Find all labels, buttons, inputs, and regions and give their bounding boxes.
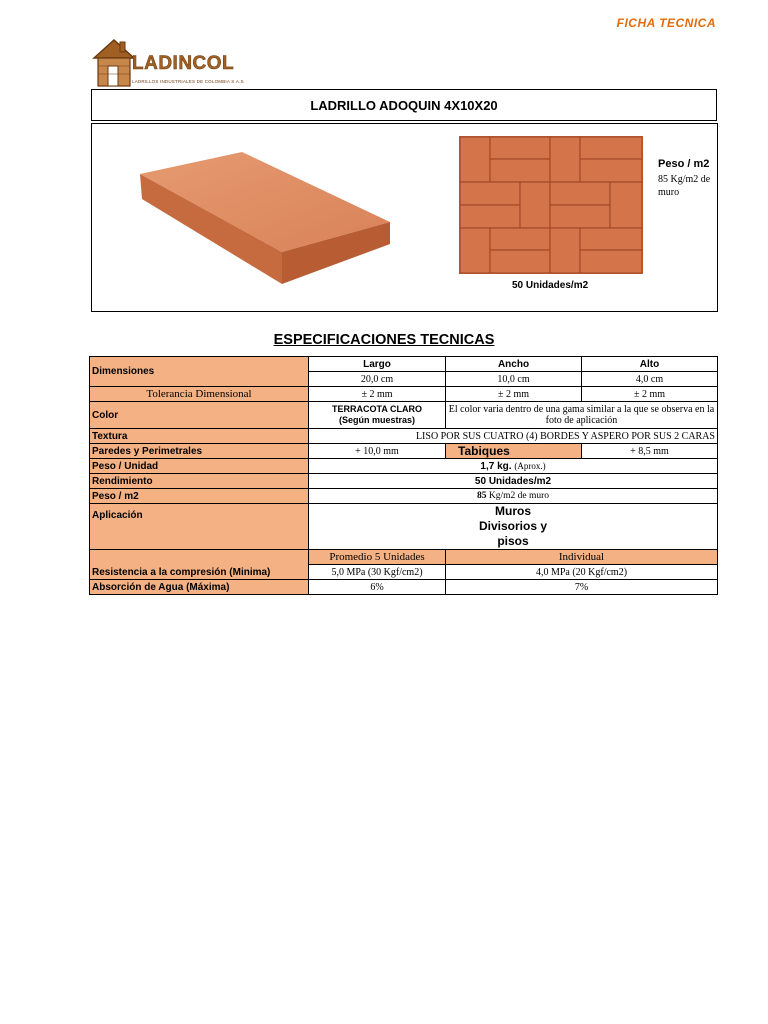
ficha-tecnica-label: FICHA TECNICA bbox=[616, 16, 716, 30]
table-row bbox=[90, 489, 718, 504]
tol-largo: ± 2 mm bbox=[309, 387, 446, 402]
table-row bbox=[90, 402, 718, 429]
table-row bbox=[90, 580, 718, 595]
rendimiento-value: 50 Unidades/m2 bbox=[309, 474, 718, 489]
peso-unidad-label: Peso / Unidad bbox=[90, 459, 309, 474]
peso-unidad-note: (Aprox.) bbox=[514, 460, 546, 471]
color-description: El color varia dentro de una gama similar a la que se observa en la foto de aplicación bbox=[446, 402, 718, 429]
product-image-panel bbox=[91, 123, 718, 312]
color-label: Color bbox=[90, 402, 309, 429]
peso-m2-title: Peso / m2 bbox=[658, 158, 710, 170]
absorcion-promedio: 6% bbox=[309, 580, 446, 595]
house-logo-icon bbox=[92, 36, 136, 88]
paredes-label: Paredes y Perimetrales bbox=[90, 444, 309, 459]
resistencia-individual: 4,0 MPa (20 Kgf/cm2) bbox=[446, 565, 718, 580]
table-row bbox=[90, 387, 718, 402]
resistencia-promedio: 5,0 MPa (30 Kgf/cm2) bbox=[309, 565, 446, 580]
textura-value: LISO POR SUS CUATRO (4) BORDES Y ASPERO POR SUS 2 CARAS bbox=[309, 429, 718, 444]
individual-header: Individual bbox=[446, 550, 718, 565]
col-alto: Alto bbox=[582, 357, 718, 372]
aplicacion-label: Aplicación bbox=[90, 504, 309, 550]
absorcion-individual: 7% bbox=[446, 580, 718, 595]
aplicacion-value: Muros Divisorios y pisos bbox=[478, 504, 548, 548]
paredes-value: + 10,0 mm bbox=[309, 444, 446, 459]
tol-alto: ± 2 mm bbox=[582, 387, 718, 402]
unidades-m2: 50 Unidades/m2 bbox=[512, 280, 589, 291]
tol-ancho: ± 2 mm bbox=[446, 387, 582, 402]
tabiques-value: + 8,5 mm bbox=[582, 444, 718, 459]
product-title: LADRILLO ADOQUIN 4X10X20 bbox=[91, 89, 717, 121]
logo-wordmark: LADINCOL bbox=[132, 53, 235, 74]
color-note: (Según muestras) bbox=[338, 415, 416, 425]
brick-photo bbox=[132, 144, 392, 294]
dimensiones-label: Dimensiones bbox=[90, 357, 309, 387]
logo-subtitle: LADRILLOS INDUSTRIALES DE COLOMBIA S.A.S bbox=[132, 79, 244, 84]
tolerancia-label: Tolerancia Dimensional bbox=[90, 387, 309, 402]
peso-m2-label: Peso / m2 bbox=[90, 489, 309, 504]
peso-m2-unit: Kg/m2 de muro bbox=[488, 490, 550, 501]
resistencia-label: Resistencia a la compresión (Minima) bbox=[90, 550, 309, 580]
brick-wall-photo bbox=[459, 136, 643, 274]
absorcion-label: Absorción de Agua (Máxima) bbox=[90, 580, 309, 595]
largo-value: 20,0 cm bbox=[309, 372, 446, 387]
table-row bbox=[90, 459, 718, 474]
table-row bbox=[90, 429, 718, 444]
ancho-value: 10,0 cm bbox=[446, 372, 582, 387]
spec-table bbox=[89, 356, 718, 595]
ladincol-logo bbox=[92, 36, 252, 88]
table-row bbox=[90, 357, 718, 372]
col-ancho: Ancho bbox=[446, 357, 582, 372]
tabiques-label: Tabiques bbox=[446, 444, 582, 459]
peso-m2-value: 85 Kg/m2 de muro bbox=[658, 174, 711, 198]
table-row bbox=[90, 474, 718, 489]
spec-title: ESPECIFICACIONES TECNICAS bbox=[273, 332, 495, 348]
alto-value: 4,0 cm bbox=[582, 372, 718, 387]
textura-label: Textura bbox=[90, 429, 309, 444]
table-row bbox=[90, 444, 718, 459]
peso-m2-number: 85 bbox=[476, 490, 487, 501]
promedio-header: Promedio 5 Unidades bbox=[309, 550, 446, 565]
table-row bbox=[90, 550, 718, 565]
color-value: TERRACOTA CLARO bbox=[332, 404, 422, 414]
col-largo: Largo bbox=[309, 357, 446, 372]
rendimiento-label: Rendimiento bbox=[90, 474, 309, 489]
peso-unidad-value: 1,7 kg. bbox=[480, 460, 512, 472]
table-row bbox=[90, 504, 718, 550]
